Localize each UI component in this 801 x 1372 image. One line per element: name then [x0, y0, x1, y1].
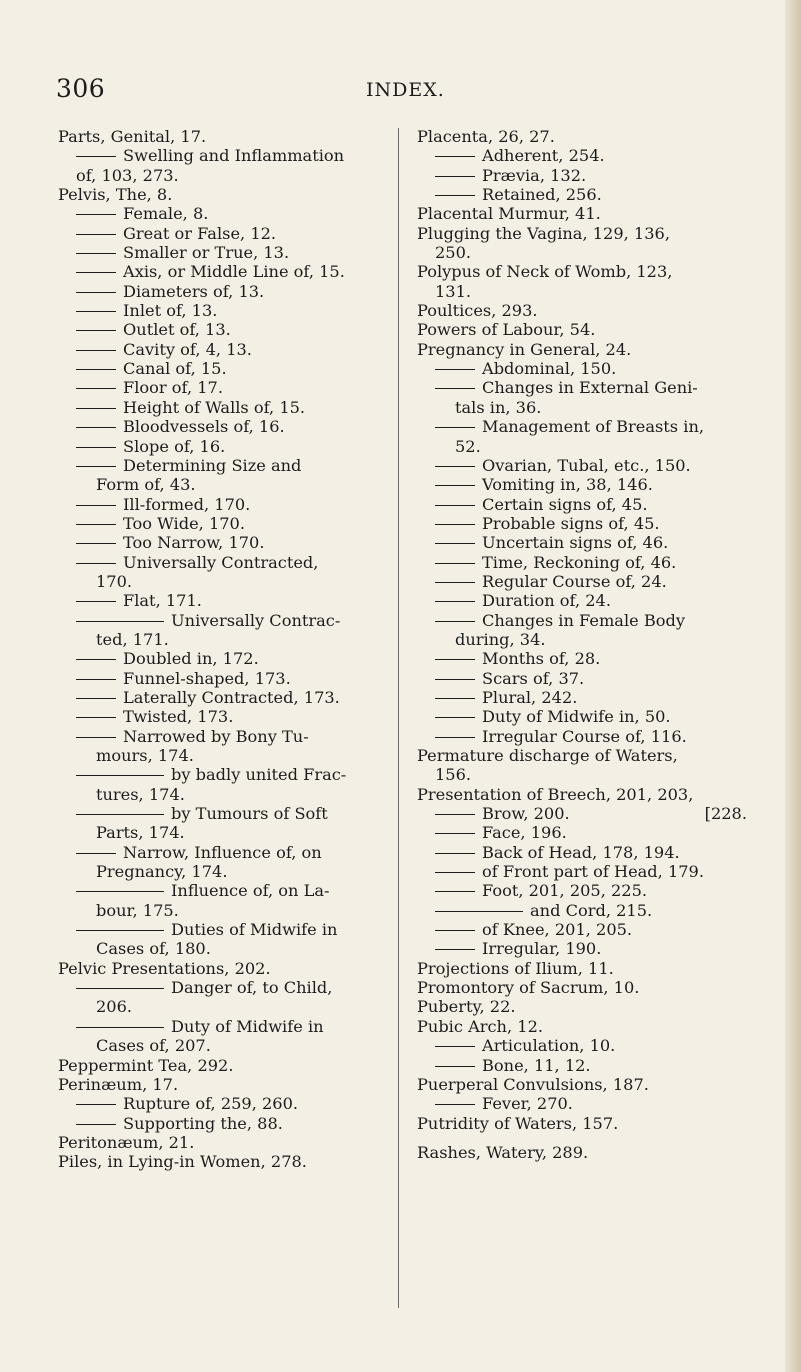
ditto-dash [435, 369, 475, 370]
index-entry [58, 185, 388, 204]
index-entry-text: Swelling and Inflammation [123, 146, 345, 166]
index-entry-text: Too Narrow, 170. [123, 533, 265, 553]
index-entry-text: bour, 175. [96, 900, 179, 920]
index-entry [58, 1075, 388, 1094]
index-entry-text: Rashes, Watery, 289. [417, 1142, 589, 1162]
index-entry-text: Permature discharge of Waters, [417, 746, 678, 765]
index-entry-text: Projections of Ilium, 11. [417, 958, 614, 978]
index-continuation [58, 572, 388, 591]
ditto-dash [76, 814, 164, 815]
index-entry-text: 206. [96, 997, 133, 1017]
index-entry-text: Pelvic Presentations, 202. [58, 958, 271, 978]
index-entry-text: Back of Head, 178, 194. [482, 842, 680, 862]
index-entry-text: Axis, or Middle Line of, 15. [123, 262, 345, 282]
index-continuation [417, 437, 747, 456]
index-entry-text: Ovarian, Tubal, etc., 150. [482, 455, 691, 475]
ditto-dash [435, 698, 475, 699]
index-subentry [417, 475, 747, 494]
index-subentry [417, 185, 747, 204]
index-entry-text: Supporting the, 88. [123, 1113, 283, 1133]
index-entry [58, 1056, 388, 1075]
index-entry-text: Canal of, 15. [123, 359, 227, 379]
index-entry-text: Laterally Contracted, 173. [123, 687, 340, 707]
index-entry-text: ted, 171. [96, 629, 169, 649]
index-continuation [58, 785, 388, 804]
ditto-dash [435, 388, 475, 389]
index-continuation [58, 746, 388, 765]
ditto-dash [76, 292, 116, 293]
index-entry-text: by badly united Frac- [171, 765, 347, 785]
index-entry-text: Puerperal Convulsions, 187. [417, 1074, 649, 1094]
index-subentry [58, 204, 388, 223]
ditto-dash [76, 1027, 164, 1028]
index-subentry [58, 340, 388, 359]
index-subentry [58, 1094, 388, 1113]
index-entry-text: Plugging the Vagina, 129, 136, [417, 223, 670, 243]
index-subentry [58, 456, 388, 475]
ditto-dash [76, 408, 116, 409]
index-entry-text: Cavity of, 4, 13. [123, 339, 252, 359]
index-subentry [417, 591, 747, 610]
index-entry-text: Duties of Midwife in [171, 920, 338, 940]
ditto-dash [435, 601, 475, 602]
index-subentry [58, 243, 388, 262]
index-entry-text: Irregular, 190. [482, 939, 602, 959]
index-entry-text: by Tumours of Soft [171, 804, 328, 824]
index-entry-text: Articulation, 10. [482, 1036, 616, 1056]
index-continuation [58, 939, 388, 958]
ditto-dash [435, 1104, 475, 1105]
index-entry [58, 1133, 388, 1152]
index-subentry [417, 456, 747, 475]
ditto-dash [435, 176, 475, 177]
index-subentry [58, 495, 388, 514]
index-entry-text: Pelvis, The, 8. [58, 185, 173, 205]
index-entry-text: of Front part of Head, 179. [482, 862, 705, 882]
index-subentry [58, 437, 388, 456]
ditto-dash [76, 543, 116, 544]
ditto-dash [76, 621, 164, 622]
index-subentry [58, 765, 388, 784]
index-subentry [58, 533, 388, 552]
ditto-dash [76, 466, 116, 467]
index-entry-text: Floor of, 17. [123, 378, 223, 398]
index-entry [417, 746, 747, 765]
index-subentry [417, 417, 747, 436]
ditto-dash [435, 679, 475, 680]
index-entry [417, 1017, 747, 1036]
index-subentry [58, 262, 388, 281]
index-continuation [58, 823, 388, 842]
ditto-dash [76, 930, 164, 931]
index-subentry [417, 649, 747, 668]
index-subentry [417, 843, 747, 862]
index-column-left [58, 127, 388, 1172]
ditto-dash [76, 447, 116, 448]
index-entry-text: Diameters of, 13. [123, 281, 265, 301]
index-entry-text: Management of Breasts in, [482, 417, 705, 437]
ditto-dash [435, 911, 523, 912]
index-subentry [58, 320, 388, 339]
index-entry [417, 320, 747, 339]
index-subentry [417, 862, 747, 881]
index-entry-text: Putridity of Waters, 157. [417, 1113, 619, 1133]
ditto-dash [435, 814, 475, 815]
ditto-dash [76, 253, 116, 254]
ditto-dash [76, 350, 116, 351]
index-entry-text: of, 103, 273. [76, 165, 179, 185]
index-entry-text: Inlet of, 13. [123, 301, 218, 321]
index-subentry [417, 901, 747, 920]
index-entry [58, 959, 388, 978]
page-edge-shadow [785, 0, 801, 1372]
index-entry [417, 1114, 747, 1133]
ditto-dash [76, 698, 116, 699]
index-entry-text: Time, Reckoning of, 46. [482, 552, 677, 572]
index-continuation [417, 282, 747, 301]
index-entry [417, 978, 747, 997]
ditto-dash [76, 775, 164, 776]
index-subentry [58, 707, 388, 726]
index-entry-text: Changes in Female Body [482, 610, 686, 630]
index-subentry [417, 1036, 747, 1055]
ditto-dash [435, 1046, 475, 1047]
index-entry-text: Irregular Course of, 116. [482, 726, 687, 746]
index-continuation [58, 901, 388, 920]
running-head [56, 74, 756, 114]
ditto-dash [435, 543, 475, 544]
index-entry-text: Pregnancy in General, 24. [417, 339, 632, 359]
index-entry-text: of Knee, 201, 205. [482, 920, 633, 940]
index-entry-text: Pubic Arch, 12. [417, 1016, 544, 1036]
ditto-dash [76, 1104, 116, 1105]
ditto-dash [435, 872, 475, 873]
index-continuation [58, 997, 388, 1016]
ditto-dash [435, 949, 475, 950]
index-entry-text: Form of, 43. [96, 475, 196, 495]
index-continuation [58, 166, 388, 185]
ditto-dash [76, 524, 116, 525]
index-entry-text: Slope of, 16. [123, 436, 226, 456]
index-subentry [58, 611, 388, 630]
ditto-dash [76, 388, 116, 389]
index-entry-text: tals in, 36. [455, 397, 542, 417]
index-entry-text: Scars of, 37. [482, 668, 585, 688]
index-entry [417, 997, 747, 1016]
index-continuation [417, 398, 747, 417]
index-entry-text: Rupture of, 259, 260. [123, 1094, 299, 1114]
index-entry-text: Bloodvessels of, 16. [123, 417, 285, 437]
index-entry-text: Placental Murmur, 41. [417, 204, 601, 224]
page-number: 306 [56, 74, 106, 103]
index-entry-text: Outlet of, 13. [123, 320, 231, 340]
index-entry-text: Pregnancy, 174. [96, 862, 228, 882]
ditto-dash [435, 524, 475, 525]
index-entry-text: Smaller or True, 13. [123, 243, 290, 263]
index-subentry [417, 669, 747, 688]
index-entry-text: Foot, 201, 205, 225. [482, 881, 648, 901]
index-subentry [417, 804, 747, 823]
index-subentry [417, 881, 747, 900]
index-subentry [58, 881, 388, 900]
ditto-dash [76, 156, 116, 157]
index-entry-text: Peritonæum, 21. [58, 1132, 195, 1152]
index-entry-text: Parts, 174. [96, 823, 185, 843]
ditto-dash [435, 427, 475, 428]
index-entry [58, 1152, 388, 1171]
index-entry-text: Promontory of Sacrum, 10. [417, 978, 640, 998]
index-entry-text: Months of, 28. [482, 649, 601, 669]
index-entry-text: Presentation of Breech, 201, 203, [417, 784, 694, 804]
index-entry-text: Fever, 270. [482, 1094, 573, 1114]
index-entry-text: Powers of Labour, 54. [417, 320, 596, 340]
index-subentry [58, 146, 388, 165]
index-continuation [417, 243, 747, 262]
ditto-dash [76, 1124, 116, 1125]
index-entry-text: Duty of Midwife in [171, 1016, 324, 1036]
ditto-dash [435, 582, 475, 583]
index-entry-text: Plural, 242. [482, 687, 578, 707]
index-entry-text: Height of Walls of, 15. [123, 397, 306, 417]
index-entry-text: Poultices, 293. [417, 301, 538, 321]
index-continuation [417, 765, 747, 784]
index-subentry [417, 166, 747, 185]
index-entry-text: Narrowed by Bony Tu- [123, 726, 309, 746]
index-entry-text: Face, 196. [482, 823, 567, 843]
index-subentry [417, 514, 747, 533]
ditto-dash [76, 234, 116, 235]
index-continuation [58, 475, 388, 494]
ditto-dash [76, 853, 116, 854]
ditto-dash [435, 891, 475, 892]
ditto-dash [76, 505, 116, 506]
index-entry-text: Probable signs of, 45. [482, 513, 660, 533]
index-entry-text: Cases of, 180. [96, 939, 211, 959]
ditto-dash [435, 621, 475, 622]
index-entry-text: Great or False, 12. [123, 223, 277, 243]
ditto-dash [76, 891, 164, 892]
index-carryover: [228. [704, 804, 747, 824]
index-entry-text: Narrow, Influence of, on [123, 842, 322, 862]
index-entry-text: 156. [435, 765, 472, 785]
index-subentry [417, 146, 747, 165]
ditto-dash [76, 679, 116, 680]
ditto-dash [76, 427, 116, 428]
index-subentry [417, 688, 747, 707]
index-entry-text: Placenta, 26, 27. [417, 127, 555, 146]
index-entry-text: Abdominal, 150. [482, 359, 617, 379]
index-entry-text: 250. [435, 243, 472, 263]
ditto-dash [76, 214, 116, 215]
index-entry-text: Funnel-shaped, 173. [123, 668, 291, 688]
index-entry-text: Uncertain signs of, 46. [482, 533, 669, 553]
index-entry-text: Polypus of Neck of Womb, 123, [417, 262, 673, 282]
ditto-dash [76, 737, 116, 738]
index-entry-text: Too Wide, 170. [123, 513, 245, 533]
index-entry-text: and Cord, 215. [530, 900, 653, 920]
index-entry-text: Universally Contracted, [123, 552, 319, 572]
index-entry-text: Retained, 256. [482, 185, 602, 205]
ditto-dash [435, 737, 475, 738]
index-entry [58, 127, 388, 146]
index-subentry [58, 398, 388, 417]
index-subentry [58, 649, 388, 668]
ditto-dash [76, 369, 116, 370]
index-subentry [58, 727, 388, 746]
index-subentry [417, 823, 747, 842]
index-subentry [417, 495, 747, 514]
ditto-dash [76, 563, 116, 564]
index-entry-text: Bone, 11, 12. [482, 1055, 591, 1075]
ditto-dash [435, 853, 475, 854]
ditto-dash [435, 930, 475, 931]
index-entry-text: Brow, 200. [482, 804, 570, 824]
index-subentry [58, 301, 388, 320]
index-subentry [58, 224, 388, 243]
index-entry [417, 1075, 747, 1094]
index-entry [417, 204, 747, 223]
index-entry [417, 224, 747, 243]
index-entry-text: Duty of Midwife in, 50. [482, 707, 671, 727]
index-entry [417, 1143, 747, 1162]
index-entry-text: 170. [96, 571, 133, 591]
ditto-dash [76, 311, 116, 312]
index-entry-text: mours, 174. [96, 746, 194, 765]
index-subentry [417, 920, 747, 939]
index-subentry [58, 1114, 388, 1133]
index-entry [417, 127, 747, 146]
index-entry-text: Adherent, 254. [482, 146, 605, 166]
index-continuation [417, 630, 747, 649]
ditto-dash [435, 1066, 475, 1067]
index-subentry [58, 378, 388, 397]
index-entry-text: Danger of, to Child, [171, 978, 333, 998]
index-subentry [58, 804, 388, 823]
page-title: INDEX. [366, 79, 445, 101]
index-entry-text: during, 34. [455, 629, 546, 649]
index-subentry [58, 514, 388, 533]
ditto-dash [435, 505, 475, 506]
index-entry-text: Piles, in Lying-in Women, 278. [58, 1152, 307, 1172]
index-subentry [58, 417, 388, 436]
index-entry-text: Twisted, 173. [123, 707, 234, 727]
ditto-dash [435, 717, 475, 718]
ditto-dash [435, 466, 475, 467]
index-subentry [58, 688, 388, 707]
index-subentry [58, 553, 388, 572]
ditto-dash [435, 563, 475, 564]
index-subentry [417, 572, 747, 591]
index-entry-text: Ill-formed, 170. [123, 494, 251, 514]
index-subentry [417, 1056, 747, 1075]
index-entry-text: Cases of, 207. [96, 1036, 211, 1056]
index-entry-text: Doubled in, 172. [123, 649, 259, 669]
index-subentry [58, 669, 388, 688]
ditto-dash [76, 272, 116, 273]
index-continuation [58, 1036, 388, 1055]
ditto-dash [76, 659, 116, 660]
index-subentry [58, 978, 388, 997]
index-entry-text: Prævia, 132. [482, 165, 587, 185]
index-subentry [417, 378, 747, 397]
ditto-dash [435, 833, 475, 834]
index-subentry [417, 939, 747, 958]
index-entry-text: 131. [435, 281, 472, 301]
index-subentry [58, 1017, 388, 1036]
index-entry-text: Peppermint Tea, 292. [58, 1055, 234, 1075]
index-entry-text: Changes in External Geni- [482, 378, 698, 398]
index-subentry [58, 359, 388, 378]
index-subentry [417, 707, 747, 726]
index-entry-text: Flat, 171. [123, 591, 202, 611]
index-column-right [417, 127, 747, 1162]
index-subentry [417, 727, 747, 746]
index-entry-text: Duration of, 24. [482, 591, 611, 611]
index-subentry [417, 359, 747, 378]
index-entry [417, 340, 747, 359]
index-entry-text: Parts, Genital, 17. [58, 127, 207, 146]
index-continuation [58, 630, 388, 649]
ditto-dash [76, 601, 116, 602]
ditto-dash [435, 156, 475, 157]
index-entry-text: Regular Course of, 24. [482, 571, 667, 591]
ditto-dash [435, 659, 475, 660]
ditto-dash [76, 330, 116, 331]
index-subentry [417, 611, 747, 630]
index-entry-text: 52. [455, 436, 481, 456]
ditto-dash [76, 717, 116, 718]
index-entry-text: Certain signs of, 45. [482, 494, 648, 514]
index-entry-text: Female, 8. [123, 204, 209, 224]
index-subentry [417, 1094, 747, 1113]
index-entry-text: Influence of, on La- [171, 881, 330, 901]
index-entry [417, 262, 747, 281]
index-entry-text: tures, 174. [96, 784, 185, 804]
index-gap [417, 1133, 747, 1143]
index-subentry [58, 591, 388, 610]
index-subentry [417, 533, 747, 552]
index-subentry [58, 843, 388, 862]
index-entry [417, 959, 747, 978]
column-divider [398, 128, 399, 1308]
index-entry-text: Perinæum, 17. [58, 1074, 179, 1094]
index-entry-text: Determining Size and [123, 455, 302, 475]
ditto-dash [435, 195, 475, 196]
index-subentry [417, 553, 747, 572]
index-continuation [58, 862, 388, 881]
ditto-dash [76, 988, 164, 989]
index-entry [417, 301, 747, 320]
index-entry-text: Puberty, 22. [417, 997, 516, 1017]
index-subentry [58, 282, 388, 301]
ditto-dash [435, 485, 475, 486]
index-entry-text: Vomiting in, 38, 146. [482, 475, 653, 495]
index-entry-text: Universally Contrac- [171, 610, 341, 630]
index-entry [417, 785, 747, 804]
index-subentry [58, 920, 388, 939]
